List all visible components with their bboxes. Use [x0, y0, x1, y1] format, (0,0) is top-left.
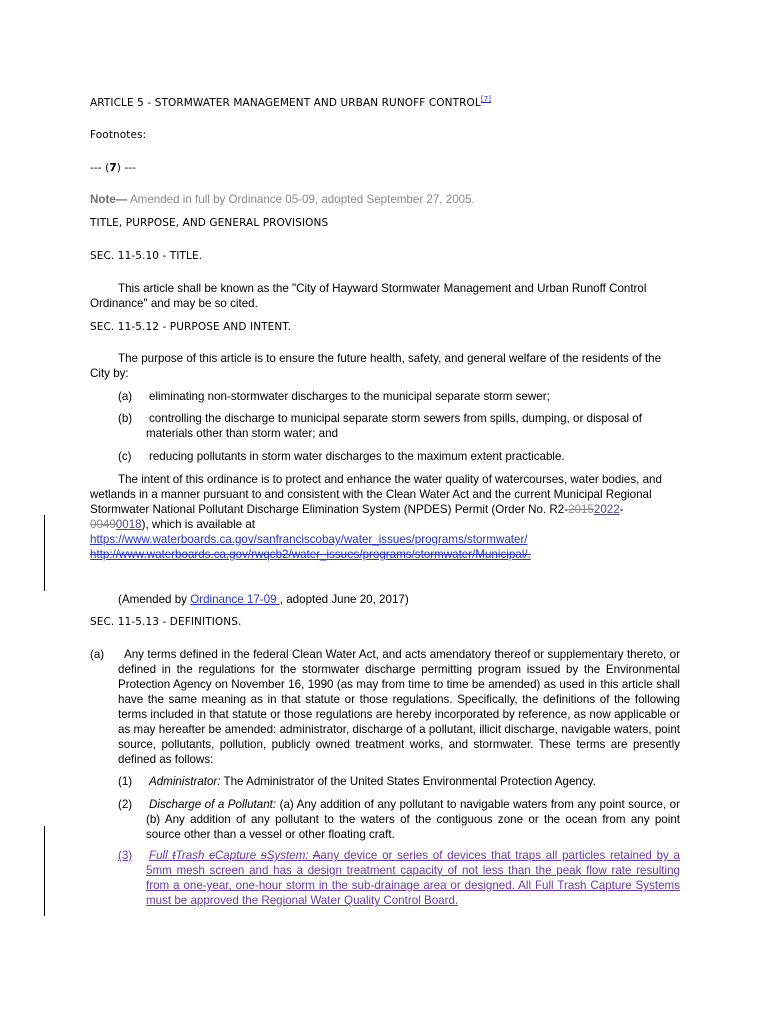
- article-title: [90, 95, 491, 109]
- intent-paragraph: The intent of this ordinance is to protect and enhance the water quality of watercourses, water bodies, and wetlands in a manner pursuant to and consistent with the Clean Water Act and the current Municipal Regional Stormwater National Pollutant Discharge Elimination System (NPDES) Permit (Order No. R2-20152022-00490018), which is available at https://www.waterboards.ca.gov/sanfranciscobay/water_issues/programs/stormwater/ http://www.waterboards.ca.gov/rwqcb2/water_issues/programs/stormwater/Municipal/.: [90, 473, 662, 561]
- definitions-a-text: Any terms defined in the federal Clean Water Act, and acts amendatory thereof or supplementary thereto, or defined in the regulations for the stormwater discharge permitting program issued by the Environmental Protection Agency on November 16, 1990 (as may from time to time be amended) as used in this article shall have the same meaning as in that statute or those regulations. Specifically, the definitions of the following terms included in that statute or those regulations are hereby incorporated by reference, as now applicable or as may hereafter be amended: administrator, discharge of a pollutant, illicit discharge, navigable waters, point source, pollutants, pollution, publicly owned treatment works, and stormwater. These terms are presently defined as follows:: [118, 648, 680, 766]
- footnote-number-value: 7: [109, 162, 117, 174]
- footnote-note: [90, 192, 690, 207]
- purpose-intro: The purpose of this article is to ensure the future health, safety, and general welfare of the residents of the City by:: [90, 352, 662, 380]
- sec-title-text: This article shall be known as the "City of Hayward Stormwater Management and Urban Runoff Control Ordinance" and may be so cited.: [90, 282, 647, 310]
- ordinance-17-09-link[interactable]: Ordinance 17-09: [190, 593, 280, 606]
- sec-purpose-heading: SEC. 11-5.12 - PURPOSE AND INTENT.: [90, 321, 292, 333]
- purpose-item-a-label: (a): [118, 390, 133, 403]
- footnotes-label: Footnotes:: [90, 129, 147, 141]
- purpose-item-c-label: (c): [118, 450, 132, 463]
- definition-3-label: (3): [118, 849, 133, 862]
- order-inserted-year: 2022: [593, 503, 620, 516]
- footnote-link[interactable]: [7]: [480, 95, 492, 103]
- definition-3-text: Full tTrash cCapture sSystem: Aany device or series of devices that traps all particles retained by a 5mm mesh screen and has a design treatment capacity of not less than the peak flow rate resulting from a one-year, one-hour storm in the sub-drainage area or designed. All Full Trash Capture Systems must be approved the Regional Water Quality Control Board.: [146, 849, 680, 907]
- note-text: Amended in full by Ordinance 05-09, adopted September 27, 2005.: [127, 193, 475, 206]
- order-deleted-year: 2015: [568, 503, 594, 516]
- definition-3-term: Full tTrash cCapture sSystem:: [149, 849, 309, 862]
- stormwater-url-link[interactable]: https://www.waterboards.ca.gov/sanfranciscobay/water_issues/programs/stormwater/: [90, 533, 528, 546]
- purpose-item-b-label: (b): [118, 412, 133, 425]
- definition-2-text: Discharge of a Pollutant: (a) Any addition of any pollutant to navigable waters from any point source, or (b) Any addition of any pollutant to the waters of the contiguous zone or the ocean from any point source other than a vessel or other floating craft.: [146, 798, 680, 841]
- order-deleted-number: 0049: [90, 518, 116, 531]
- definitions-a-label: (a): [90, 648, 105, 661]
- definition-1-term: Administrator:: [149, 775, 221, 788]
- stormwater-old-url-link[interactable]: http://www.waterboards.ca.gov/rwqcb2/water_issues/programs/stormwater/Municipal/.: [90, 548, 531, 561]
- footnote-number: --- (7) ---: [90, 162, 137, 174]
- sec-definitions-heading: SEC. 11-5.13 - DEFINITIONS.: [90, 616, 242, 628]
- amendment-note: (Amended by Ordinance 17-09 , adopted June 20, 2017): [118, 593, 409, 606]
- change-bar: [44, 826, 45, 916]
- purpose-item-b-text: controlling the discharge to municipal separate storm sewers from spills, dumping, or disposal of materials other than storm water; and: [146, 412, 642, 440]
- definition-1-label: (1): [118, 775, 133, 788]
- note-label: Note—: [90, 193, 128, 206]
- article-title-text: ARTICLE 5 - STORMWATER MANAGEMENT AND URBAN RUNOFF CONTROL: [90, 97, 481, 109]
- change-bar: [44, 515, 45, 591]
- purpose-item-a-text: eliminating non-stormwater discharges to the municipal separate storm sewer;: [149, 390, 550, 403]
- order-inserted-number: 0018: [115, 518, 142, 531]
- definition-2-term: Discharge of a Pollutant:: [149, 798, 277, 811]
- purpose-item-c-text: reducing pollutants in storm water discharges to the maximum extent practicable.: [149, 450, 565, 463]
- sec-title-heading: SEC. 11-5.10 - TITLE.: [90, 250, 203, 262]
- section-group-title: TITLE, PURPOSE, AND GENERAL PROVISIONS: [90, 217, 329, 229]
- definition-1-text: Administrator: The Administrator of the United States Environmental Protection Agency.: [149, 775, 596, 788]
- definition-2-label: (2): [118, 798, 133, 811]
